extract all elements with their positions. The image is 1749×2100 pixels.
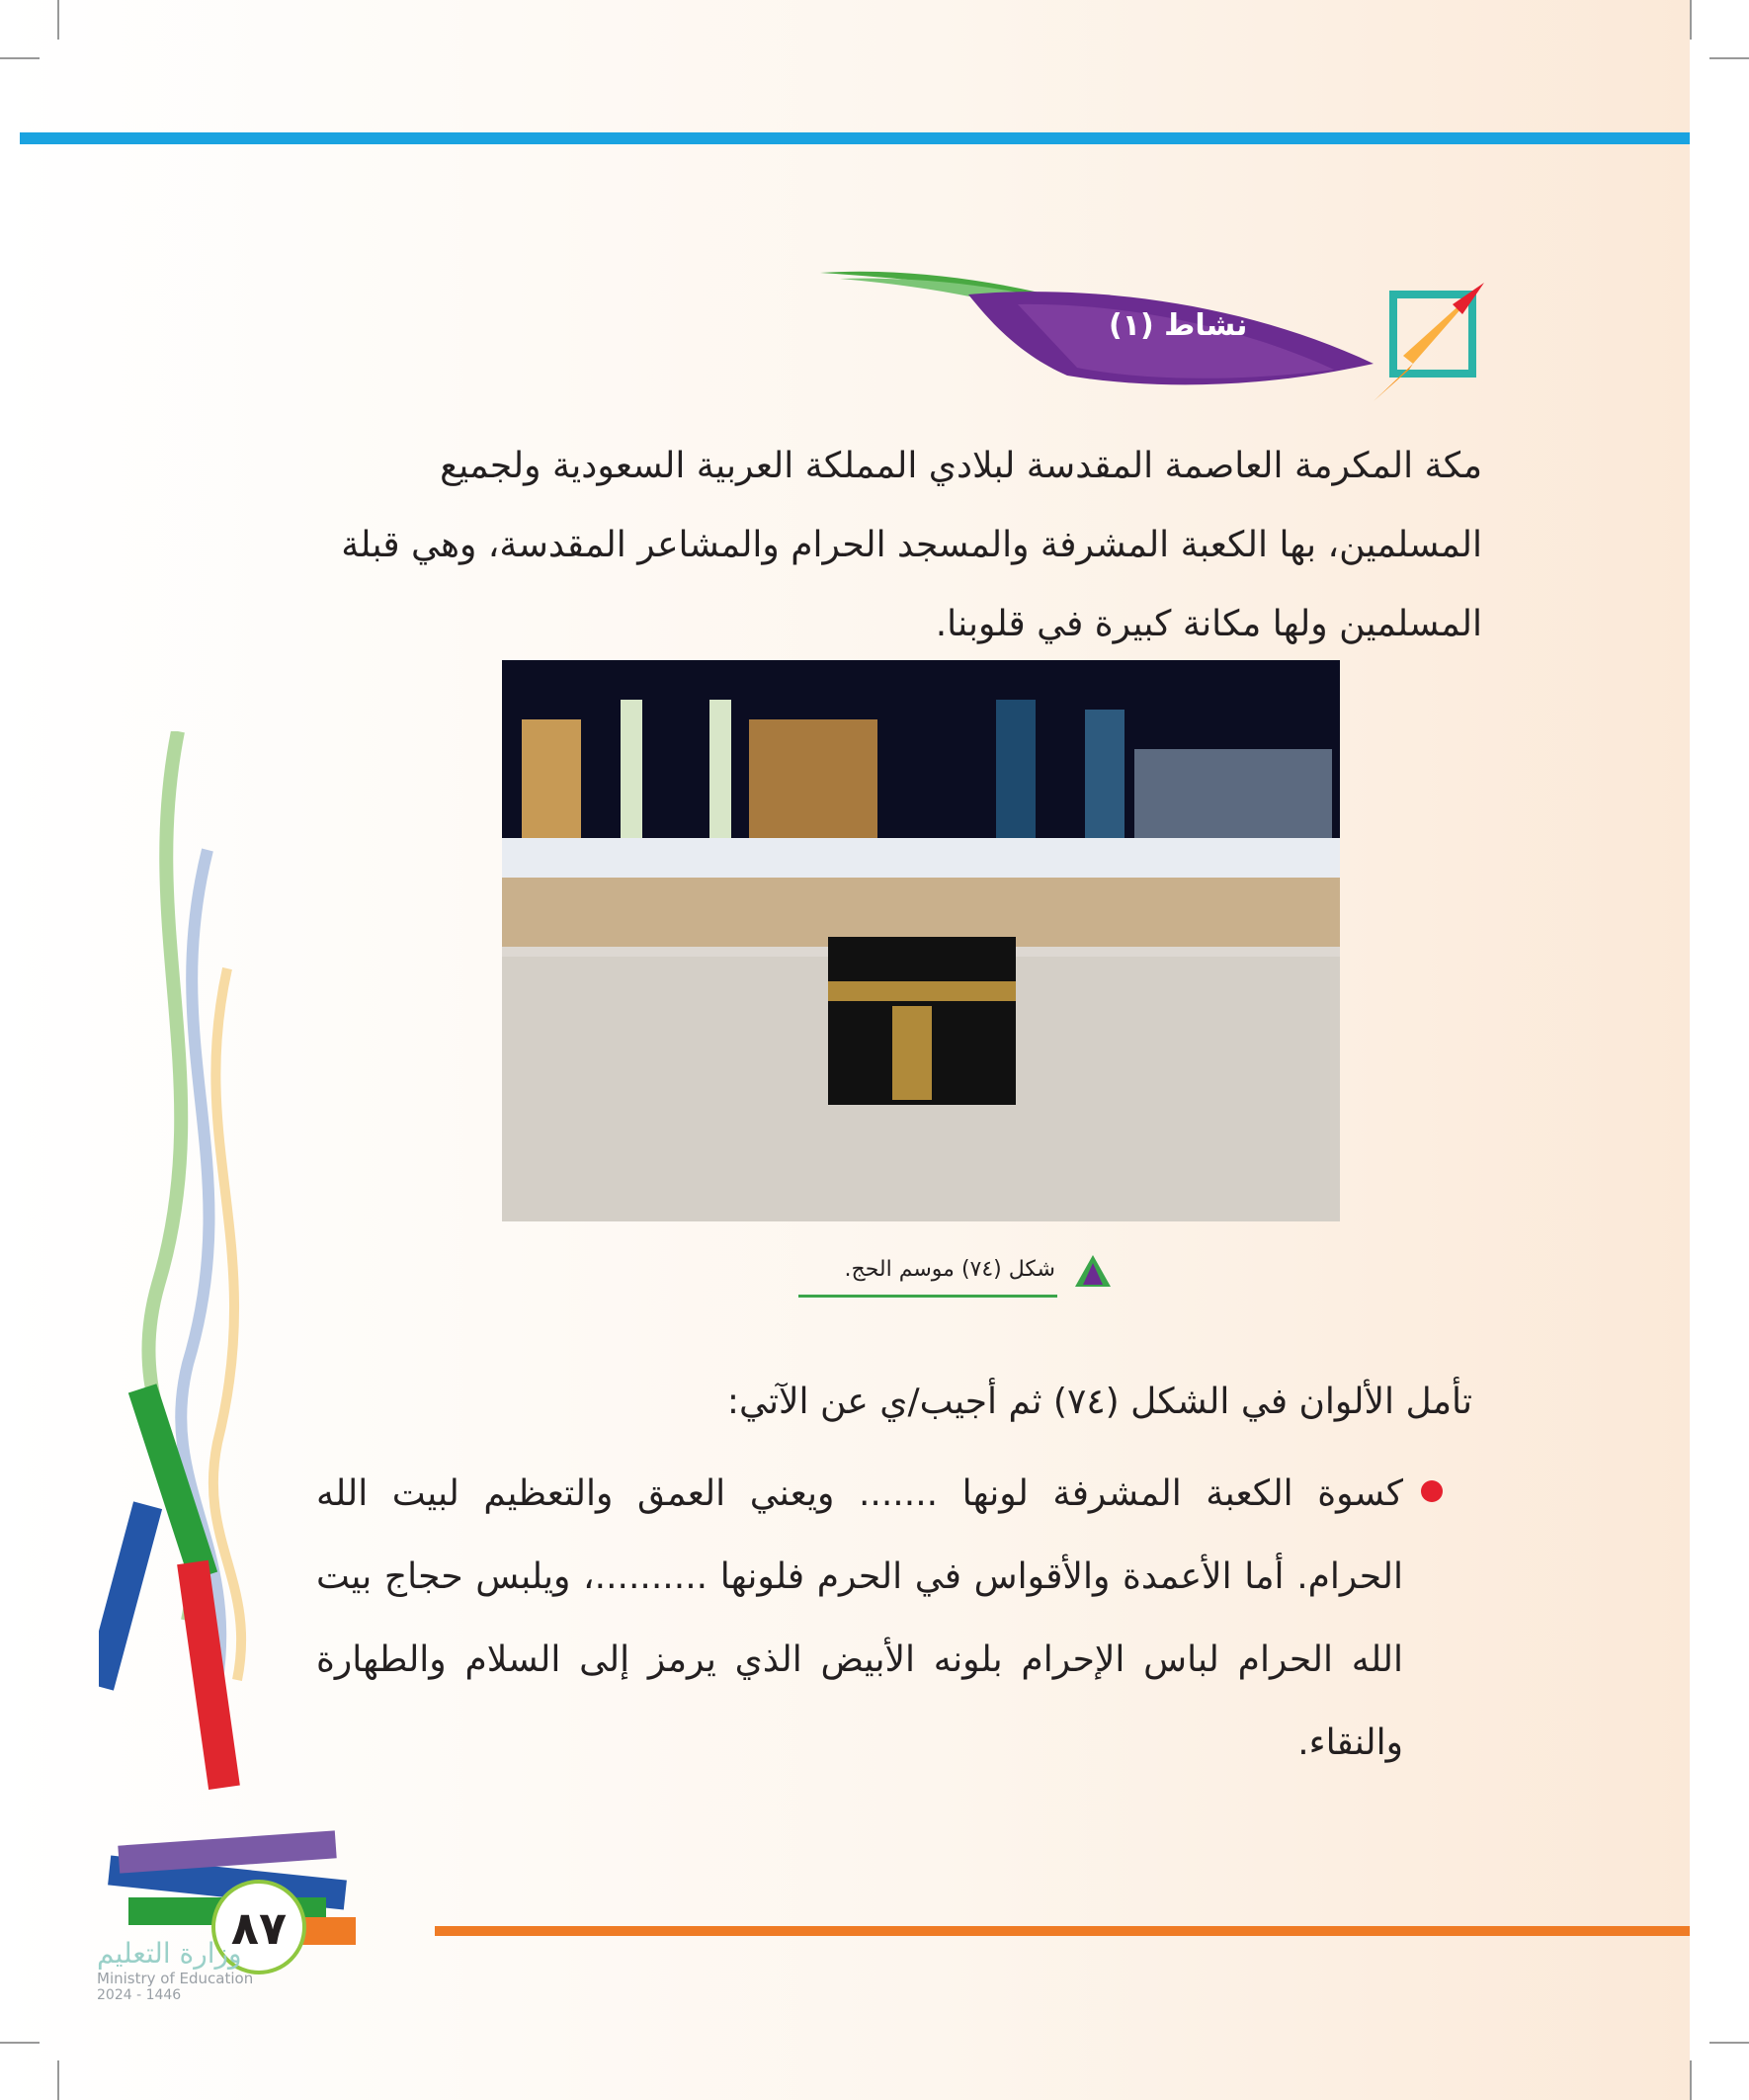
ministry-name-en: Ministry of Education (97, 1970, 254, 1987)
intro-paragraph: مكة المكرمة العاصمة المقدسة لبلادي المملكة العربية السعودية ولجميع المسلمين، بها الكعبة المشرفة والمسجد الحرام والمشاعر المقدسة، وهي قبلة المسلمين ولها مكانة كبيرة في قلوبنا. (341, 446, 1482, 644)
page-number-text: ٨٧ (230, 1901, 288, 1955)
crop-mark (57, 2060, 59, 2100)
fill-in-paragraph: كسوة الكعبة المشرفة لونها ....... ويعني العمق والتعظيم لبيت الله الحرام. أما الأعمدة والأقواس في الحرم فلونها ..........، ويلبس حجاج بيت الله الحرام لباس الإحرام بلونه الأبيض الذي يرمز إلى السلام والطهارة والنقاء. (316, 1473, 1403, 1763)
crop-mark (0, 57, 40, 59)
bottom-rule (435, 1926, 1690, 1936)
crop-mark (1690, 2060, 1692, 2100)
question-prompt: تأمل الألوان في الشكل (٧٤) ثم أجيب/ي عن الآتي: (726, 1382, 1472, 1422)
triangle-icon (1073, 1251, 1113, 1291)
rocket-icon (1374, 283, 1484, 401)
crop-mark (1709, 2042, 1749, 2044)
figure-caption: شكل (٧٤) موسم الحج. (844, 1257, 1055, 1282)
crop-mark (1690, 0, 1692, 40)
kaaba-photo (502, 660, 1340, 1221)
bullet-dot (1421, 1480, 1443, 1502)
crop-mark (0, 2042, 40, 2044)
caption-underline (798, 1295, 1057, 1298)
edition-year: 2024 - 1446 (97, 1987, 182, 2003)
ministry-name-ar: وزارة التعليم (97, 1937, 242, 1970)
top-rule (20, 132, 1690, 144)
activity-title: نشاط (١) (1109, 308, 1248, 343)
crayons-decoration (99, 731, 356, 1986)
ministry-watermark (97, 1937, 314, 2003)
crop-mark (1709, 57, 1749, 59)
crop-mark (57, 0, 59, 40)
